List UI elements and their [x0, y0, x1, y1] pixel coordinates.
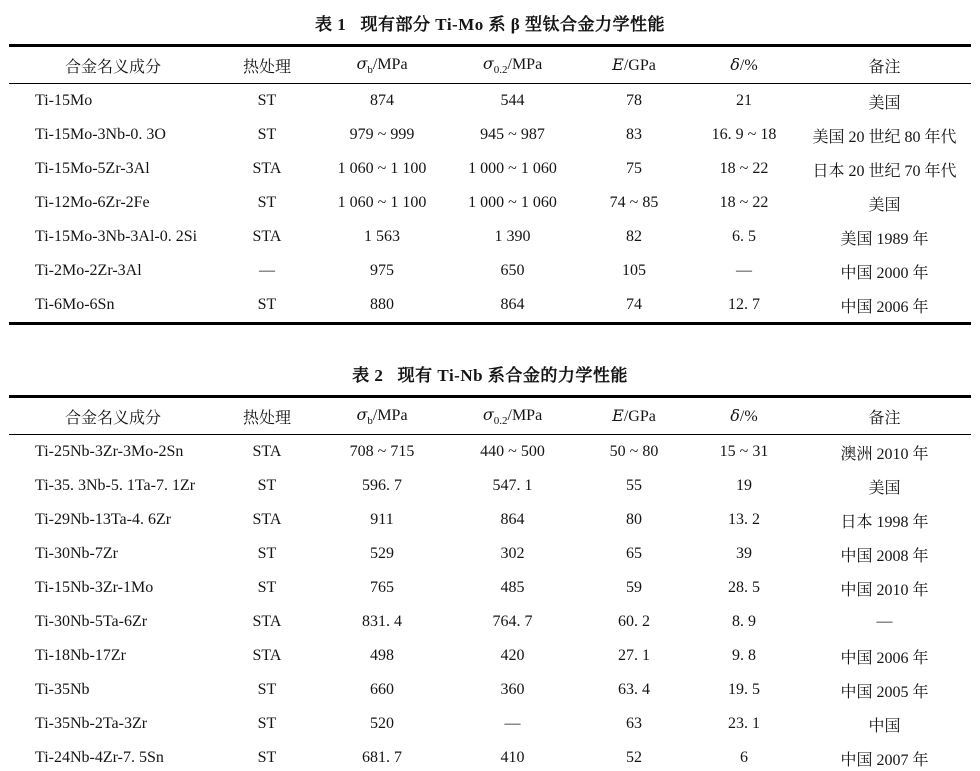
cell-yield-strength: 440 ~ 500: [480, 443, 545, 460]
table-row: [9, 118, 971, 152]
cell-heat-treatment: STA: [252, 647, 282, 664]
cell-tensile-strength: 681. 7: [362, 749, 402, 766]
table1-title: 表 1 现有部分 Ti-Mo 系 β 型钛合金力学性能: [315, 15, 665, 34]
cell-elastic-modulus: 78: [626, 92, 642, 109]
table2-body: [9, 435, 971, 771]
cell-tensile-strength: 708 ~ 715: [349, 443, 415, 460]
header-text: 备注: [868, 58, 901, 76]
cell-heat-treatment: STA: [252, 443, 282, 460]
cell-yield-strength: 485: [500, 579, 525, 596]
cell-alloy-name: Ti-12Mo-6Zr-2Fe: [35, 194, 150, 211]
cell-elongation: 28. 5: [728, 579, 760, 596]
cell-remark: 中国 2006 年: [840, 298, 929, 316]
cell-alloy-name: Ti-18Nb-17Zr: [35, 647, 126, 664]
cell-yield-strength: 764. 7: [492, 613, 533, 630]
cell-elastic-modulus: 83: [626, 126, 642, 143]
cell-elongation: 18 ~ 22: [719, 160, 769, 177]
cell-tensile-strength: 975: [370, 262, 394, 279]
cell-remark: 中国 2000 年: [840, 264, 929, 282]
table-row: [9, 220, 971, 254]
table2-ti-nb-alloys: [9, 395, 971, 771]
cell-remark: 美国: [868, 479, 901, 497]
cell-heat-treatment: ST: [257, 715, 277, 732]
cell-alloy-name: Ti-30Nb-7Zr: [35, 545, 118, 562]
cell-yield-strength: 1 390: [494, 228, 531, 245]
cell-yield-strength: 1 000 ~ 1 060: [468, 194, 557, 211]
table-row: [9, 254, 971, 288]
cell-yield-strength: 547. 1: [492, 477, 533, 494]
sigma-symbol: σ: [356, 405, 368, 424]
cell-remark: 美国 1989 年: [840, 230, 929, 248]
cell-alloy-name: Ti-15Mo-3Nb-0. 3O: [35, 126, 166, 143]
cell-heat-treatment: ST: [257, 545, 277, 562]
cell-tensile-strength: 596. 7: [362, 477, 402, 494]
cell-elongation: 18 ~ 22: [719, 194, 769, 211]
cell-yield-strength: 360: [500, 681, 525, 698]
cell-elastic-modulus: 82: [626, 228, 642, 245]
cell-yield-strength: 650: [500, 262, 525, 279]
cell-elongation: 15 ~ 31: [719, 443, 769, 460]
cell-remark: 中国 2010 年: [840, 581, 929, 599]
cell-alloy-name: Ti-15Nb-3Zr-1Mo: [35, 579, 154, 596]
cell-tensile-strength: 831. 4: [362, 613, 402, 630]
cell-elastic-modulus: 63. 4: [618, 681, 650, 698]
table-row: [9, 605, 971, 639]
col-header-yield-strength: [447, 397, 578, 435]
cell-elastic-modulus: 52: [626, 749, 642, 766]
sigma-symbol: σ: [356, 54, 368, 73]
col-header-elastic-modulus: [578, 397, 690, 435]
cell-elastic-modulus: 55: [626, 477, 642, 494]
table2-header-row: [9, 397, 971, 435]
cell-tensile-strength: 1 563: [364, 228, 400, 245]
sigma-symbol: σ: [482, 54, 494, 73]
col-header-alloy-name: [9, 46, 217, 84]
header-text: 热处理: [242, 409, 291, 427]
cell-heat-treatment: ST: [257, 92, 277, 109]
table-row: [9, 673, 971, 707]
table-row: [9, 503, 971, 537]
table-row: [9, 639, 971, 673]
cell-remark: 美国 20 世纪 80 年代: [812, 128, 957, 146]
cell-alloy-name: Ti-15Mo-3Nb-3Al-0. 2Si: [35, 228, 198, 245]
table-row: [9, 537, 971, 571]
sigma-symbol: σ: [482, 405, 494, 424]
header-text: 热处理: [242, 58, 291, 76]
delta-symbol: δ: [730, 406, 740, 425]
cell-tensile-strength: 1 060 ~ 1 100: [337, 160, 427, 177]
cell-elastic-modulus: 80: [626, 511, 642, 528]
cell-tensile-strength: 660: [370, 681, 394, 698]
table-row: [9, 84, 971, 119]
cell-remark: 日本 1998 年: [840, 513, 929, 531]
cell-elastic-modulus: 74: [626, 296, 642, 313]
col-header-tensile-strength: [317, 46, 447, 84]
cell-yield-strength: 410: [500, 749, 525, 766]
cell-elongation: 8. 9: [732, 613, 756, 630]
cell-elongation: 6. 5: [732, 228, 756, 245]
cell-elongation: 39: [736, 545, 752, 562]
cell-elastic-modulus: 60. 2: [618, 613, 650, 630]
col-header-yield-strength: [447, 46, 578, 84]
cell-remark: 澳洲 2010 年: [840, 445, 929, 463]
cell-tensile-strength: 520: [370, 715, 394, 732]
cell-elongation: 23. 1: [728, 715, 760, 732]
cell-tensile-strength: 498: [370, 647, 394, 664]
unit-text: /GPa: [623, 408, 656, 425]
cell-elongation: —: [736, 262, 752, 279]
cell-heat-treatment: ST: [257, 126, 277, 143]
cell-tensile-strength: 1 060 ~ 1 100: [337, 194, 427, 211]
table1-header-row: [9, 46, 971, 84]
cell-alloy-name: Ti-35. 3Nb-5. 1Ta-7. 1Zr: [35, 477, 196, 494]
cell-alloy-name: Ti-35Nb-2Ta-3Zr: [35, 715, 148, 732]
cell-remark: 中国 2008 年: [840, 547, 929, 565]
unit-text: /MPa: [372, 407, 408, 424]
cell-yield-strength: 544: [500, 92, 525, 109]
cell-elongation: 9. 8: [732, 647, 756, 664]
col-header-elongation: [690, 397, 798, 435]
cell-remark: 中国 2006 年: [840, 649, 929, 667]
col-header-tensile-strength: [317, 397, 447, 435]
cell-heat-treatment: STA: [252, 160, 282, 177]
table1-body: [9, 84, 971, 324]
cell-heat-treatment: ST: [257, 579, 277, 596]
e-symbol: E: [612, 406, 624, 425]
cell-alloy-name: Ti-29Nb-13Ta-4. 6Zr: [35, 511, 172, 528]
col-header-remark: [798, 397, 971, 435]
cell-elastic-modulus: 50 ~ 80: [609, 443, 659, 460]
cell-elongation: 19: [736, 477, 752, 494]
unit-text: /%: [739, 57, 758, 74]
cell-heat-treatment: ST: [257, 296, 277, 313]
cell-elongation: 16. 9 ~ 18: [711, 126, 777, 143]
col-header-remark: [798, 46, 971, 84]
header-text: 备注: [868, 409, 901, 427]
cell-elongation: 6: [740, 749, 748, 766]
cell-heat-treatment: ST: [257, 681, 277, 698]
cell-yield-strength: 302: [500, 545, 525, 562]
cell-heat-treatment: ST: [257, 194, 277, 211]
cell-elastic-modulus: 74 ~ 85: [609, 194, 659, 211]
delta-symbol: δ: [730, 55, 740, 74]
e-symbol: E: [612, 55, 624, 74]
cell-remark: 美国: [868, 94, 901, 112]
cell-elastic-modulus: 75: [626, 160, 642, 177]
cell-tensile-strength: 979 ~ 999: [349, 126, 415, 143]
table-row: [9, 186, 971, 220]
cell-remark: 中国 2005 年: [840, 683, 929, 701]
cell-elastic-modulus: 105: [622, 262, 646, 279]
table-row: [9, 469, 971, 503]
cell-alloy-name: Ti-35Nb: [35, 681, 90, 698]
unit-text: /%: [739, 408, 758, 425]
cell-yield-strength: 1 000 ~ 1 060: [468, 160, 557, 177]
subscript: b: [367, 64, 373, 76]
cell-elastic-modulus: 27. 1: [618, 647, 650, 664]
subscript: 0.2: [493, 64, 508, 76]
cell-elastic-modulus: 63: [626, 715, 642, 732]
cell-alloy-name: Ti-24Nb-4Zr-7. 5Sn: [35, 749, 164, 766]
unit-text: /MPa: [507, 56, 543, 73]
cell-tensile-strength: 874: [370, 92, 394, 109]
cell-remark: —: [876, 613, 893, 630]
cell-elastic-modulus: 59: [626, 579, 642, 596]
cell-yield-strength: —: [504, 715, 521, 732]
cell-alloy-name: Ti-15Mo-5Zr-3Al: [35, 160, 150, 177]
cell-yield-strength: 420: [500, 647, 525, 664]
table-row: [9, 741, 971, 771]
cell-alloy-name: Ti-15Mo: [35, 92, 93, 109]
header-text: 合金名义成分: [64, 58, 161, 76]
table2-title: 表 2 现有 Ti-Nb 系合金的力学性能: [352, 366, 628, 385]
col-header-heat-treatment: [217, 397, 317, 435]
cell-yield-strength: 945 ~ 987: [480, 126, 545, 143]
cell-yield-strength: 864: [500, 296, 525, 313]
unit-text: /MPa: [507, 407, 543, 424]
cell-remark: 日本 20 世纪 70 年代: [812, 162, 957, 180]
col-header-elastic-modulus: [578, 46, 690, 84]
cell-remark: 中国: [868, 717, 901, 735]
cell-alloy-name: Ti-30Nb-5Ta-6Zr: [35, 613, 148, 630]
cell-heat-treatment: —: [259, 262, 275, 279]
table-row: [9, 288, 971, 324]
cell-elongation: 12. 7: [728, 296, 760, 313]
subscript: b: [367, 415, 373, 427]
col-header-heat-treatment: [217, 46, 317, 84]
cell-elongation: 19. 5: [728, 681, 760, 698]
unit-text: /MPa: [372, 56, 408, 73]
col-header-elongation: [690, 46, 798, 84]
col-header-alloy-name: [9, 397, 217, 435]
cell-elastic-modulus: 65: [626, 545, 642, 562]
cell-remark: 美国: [868, 196, 901, 214]
cell-yield-strength: 864: [500, 511, 525, 528]
table-row: [9, 435, 971, 470]
cell-alloy-name: Ti-25Nb-3Zr-3Mo-2Sn: [35, 443, 184, 460]
cell-tensile-strength: 880: [370, 296, 394, 313]
cell-tensile-strength: 529: [370, 545, 394, 562]
cell-remark: 中国 2007 年: [840, 751, 929, 769]
table-row: [9, 707, 971, 741]
cell-elongation: 13. 2: [728, 511, 760, 528]
cell-heat-treatment: STA: [252, 511, 282, 528]
cell-heat-treatment: ST: [257, 749, 277, 766]
cell-alloy-name: Ti-6Mo-6Sn: [35, 296, 115, 313]
cell-tensile-strength: 765: [370, 579, 394, 596]
table-row: [9, 152, 971, 186]
cell-alloy-name: Ti-2Mo-2Zr-3Al: [35, 262, 142, 279]
cell-heat-treatment: STA: [252, 228, 282, 245]
cell-tensile-strength: 911: [370, 511, 394, 528]
cell-heat-treatment: STA: [252, 613, 282, 630]
cell-elongation: 21: [736, 92, 752, 109]
cell-heat-treatment: ST: [257, 477, 277, 494]
unit-text: /GPa: [623, 57, 656, 74]
header-text: 合金名义成分: [64, 409, 161, 427]
table1-ti-mo-alloys: [9, 44, 971, 325]
table-row: [9, 571, 971, 605]
subscript: 0.2: [493, 415, 508, 427]
